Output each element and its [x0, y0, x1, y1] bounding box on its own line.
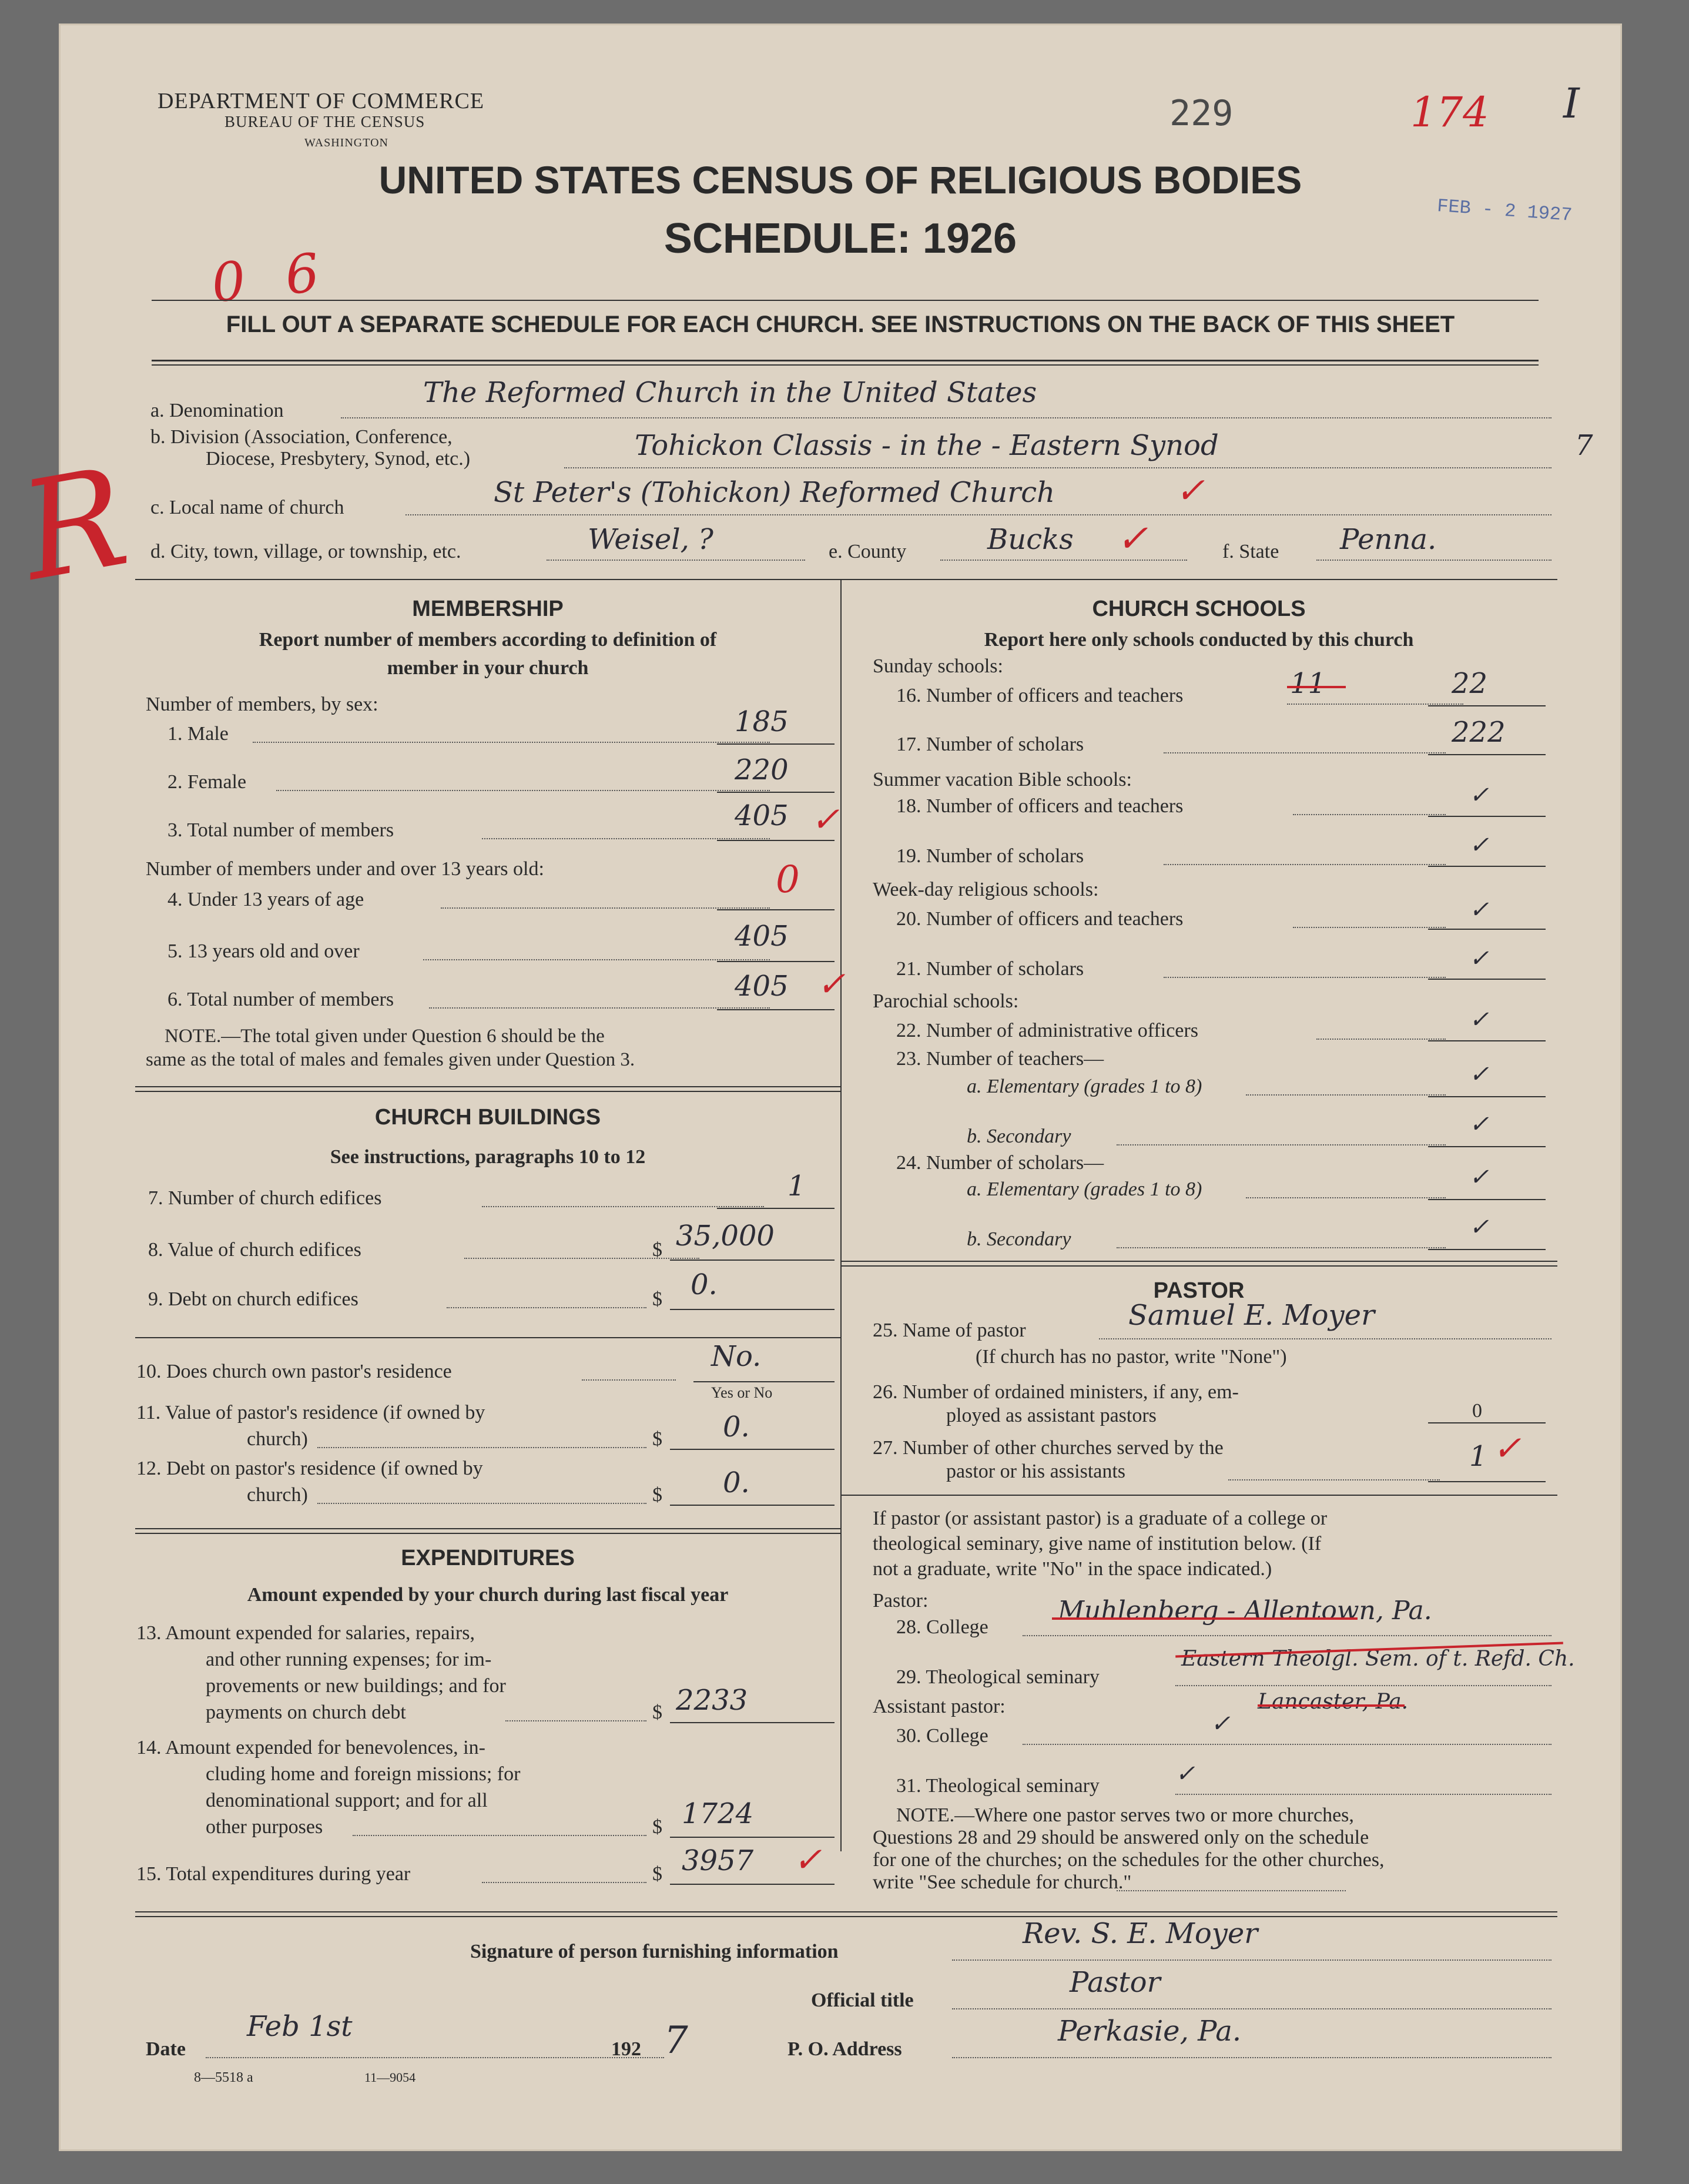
check-mark-icon: ✓	[1469, 896, 1489, 923]
pastor-note-2: Questions 28 and 29 should be answered only on the schedule	[873, 1827, 1369, 1848]
q2-value: 220	[735, 753, 789, 786]
form-title: UNITED STATES CENSUS OF RELIGIOUS BODIES	[378, 158, 1302, 202]
q16-struck-value: 11	[1290, 667, 1326, 700]
q15-label: 15. Total expenditures during year	[136, 1863, 411, 1885]
pastor-note-3: for one of the churches; on the schedules for the other churches,	[873, 1849, 1385, 1871]
q26-value: 0	[1472, 1400, 1482, 1422]
local-name-label: c. Local name of church	[150, 497, 344, 518]
q5-label: 5. 13 years old and over	[167, 940, 360, 962]
graduate-note-2: theological seminary, give name of institution below. (If	[873, 1533, 1322, 1555]
po-address-label: P. O. Address	[787, 2038, 902, 2060]
membership-note-2: same as the total of males and females given under Question 3.	[146, 1049, 635, 1070]
q9-label: 9. Debt on church edifices	[148, 1288, 358, 1310]
q23-label: 23. Number of teachers—	[896, 1048, 1104, 1070]
signature-value: Rev. S. E. Moyer	[1023, 1917, 1258, 1950]
q10-value: No.	[711, 1340, 762, 1373]
q31-label: 31. Theological seminary	[896, 1775, 1100, 1797]
q26-label-1: 26. Number of ordained ministers, if any, em-	[873, 1381, 1239, 1403]
check-mark-icon: ✓	[1469, 832, 1489, 859]
check-mark-icon: ✓	[811, 799, 840, 839]
q7-value: 1	[787, 1170, 806, 1202]
state-value: Penna.	[1340, 523, 1437, 556]
q16-value: 22	[1452, 667, 1488, 700]
membership-sub-1: Report number of members according to definition of	[259, 629, 717, 651]
q13-label-3: provements or new buildings; and for	[206, 1675, 506, 1697]
form-subtitle: SCHEDULE: 1926	[663, 215, 1017, 262]
q12-value: 0.	[723, 1466, 750, 1499]
expenditures-heading: EXPENDITURES	[401, 1546, 575, 1570]
check-mark-icon: ✓	[1469, 1006, 1489, 1033]
q9-value: 0.	[691, 1268, 718, 1301]
check-mark-icon: ✓	[1175, 470, 1205, 511]
q13-dollar: $	[652, 1701, 662, 1723]
check-mark-icon: ✓	[817, 964, 846, 1004]
pastor-sublabel: Pastor:	[873, 1590, 929, 1612]
q14-label-1: 14. Amount expended for benevolences, in-	[136, 1737, 485, 1758]
bureau-heading: BUREAU OF THE CENSUS	[224, 113, 425, 130]
q24-label: 24. Number of scholars—	[896, 1152, 1104, 1174]
membership-heading: MEMBERSHIP	[412, 597, 564, 621]
year-digit: 7	[664, 2019, 688, 2062]
q14-label-4: other purposes	[206, 1816, 323, 1838]
graduate-note-3: not a graduate, write "No" in the space indicated.)	[873, 1558, 1272, 1580]
check-mark-icon: ✓	[1469, 1061, 1489, 1088]
q26-label-2: ployed as assistant pastors	[946, 1405, 1157, 1426]
q15-dollar: $	[652, 1863, 662, 1885]
schools-heading: CHURCH SCHOOLS	[1092, 597, 1306, 621]
parochial-schools-label: Parochial schools:	[873, 990, 1019, 1012]
buildings-sub: See instructions, paragraphs 10 to 12	[330, 1146, 646, 1168]
check-mark-icon: ✓	[793, 1840, 822, 1880]
q14-value: 1724	[682, 1797, 754, 1830]
q12-label-2: church)	[247, 1484, 308, 1506]
q6-label: 6. Total number of members	[167, 989, 394, 1010]
pastor-note-1: NOTE.—Where one pastor serves two or more churches,	[896, 1804, 1354, 1826]
q14-dollar: $	[652, 1816, 662, 1838]
membership-note-1: NOTE.—The total given under Question 6 should be the	[165, 1026, 605, 1047]
check-mark-icon: ✓	[1211, 1710, 1231, 1737]
q25-note: (If church has no pastor, write "None")	[976, 1346, 1287, 1368]
q10-label: 10. Does church own pastor's residence	[136, 1361, 452, 1382]
q27-label-2: pastor or his assistants	[946, 1461, 1126, 1482]
q14-label-2: cluding home and foreign missions; for	[206, 1763, 521, 1785]
q12-label-1: 12. Debt on pastor's residence (if owned by	[136, 1458, 483, 1479]
q29-label: 29. Theological seminary	[896, 1666, 1100, 1688]
check-mark-icon: ✓	[1469, 1214, 1489, 1241]
instructions-line: FILL OUT A SEPARATE SCHEDULE FOR EACH CHURCH. SEE INSTRUCTIONS ON THE BACK OF THIS SHEET	[226, 311, 1455, 337]
form-number: 8—5518 a	[194, 2070, 253, 2085]
division-label-2: Diocese, Presbytery, Synod, etc.)	[206, 448, 471, 470]
q27-value: 1	[1469, 1440, 1487, 1473]
buildings-heading: CHURCH BUILDINGS	[374, 1105, 601, 1130]
graduate-note-1: If pastor (or assistant pastor) is a graduate of a college or	[873, 1508, 1328, 1529]
q24b-label: b. Secondary	[967, 1228, 1071, 1250]
by-age-label: Number of members under and over 13 years old:	[146, 858, 544, 880]
q16-label: 16. Number of officers and teachers	[896, 685, 1184, 706]
by-sex-label: Number of members, by sex:	[146, 694, 378, 715]
q28-value: Muhlenberg - Allentown, Pa.	[1058, 1596, 1432, 1626]
check-mark-icon: ✓	[1493, 1428, 1522, 1468]
q6-value: 405	[735, 970, 789, 1003]
q1-label: 1. Male	[167, 723, 229, 745]
expenditures-sub: Amount expended by your church during last fiscal year	[247, 1584, 729, 1606]
check-mark-icon: ✓	[1469, 1164, 1489, 1191]
yes-no-hint: Yes or No	[711, 1384, 773, 1401]
official-title-label: Official title	[811, 1989, 914, 2011]
q11-label-1: 11. Value of pastor's residence (if owned by	[136, 1402, 485, 1423]
denomination-value: The Reformed Church in the United States	[423, 376, 1037, 409]
q23b-label: b. Secondary	[967, 1126, 1071, 1147]
q22-label: 22. Number of administrative officers	[896, 1020, 1198, 1041]
margin-red-mark: R	[11, 438, 139, 612]
weekday-schools-label: Week-day religious schools:	[873, 879, 1099, 900]
q8-label: 8. Value of church edifices	[148, 1239, 361, 1261]
state-label: f. State	[1222, 541, 1279, 562]
dept-heading: DEPARTMENT OF COMMERCE	[157, 89, 485, 113]
q27-label-1: 27. Number of other churches served by the	[873, 1437, 1224, 1459]
division-label-1: b. Division (Association, Conference,	[150, 426, 453, 448]
q24a-label: a. Elementary (grades 1 to 8)	[967, 1178, 1202, 1200]
q13-value: 2233	[676, 1684, 748, 1717]
corner-roman-mark: I	[1563, 79, 1580, 128]
q3-value: 405	[735, 799, 789, 832]
denomination-label: a. Denomination	[150, 400, 284, 421]
q8-value: 35,000	[676, 1220, 775, 1252]
city-label: d. City, town, village, or township, etc.	[150, 541, 461, 562]
date-label: Date	[146, 2038, 186, 2060]
census-schedule-sheet	[11, 24, 1622, 2151]
q23a-label: a. Elementary (grades 1 to 8)	[967, 1076, 1202, 1097]
membership-sub-2: member in your church	[387, 657, 589, 679]
q17-label: 17. Number of scholars	[896, 733, 1084, 755]
q11-value: 0.	[723, 1411, 750, 1443]
q29-value: Eastern Theolgl. Sem. of t. Refd. Ch.	[1181, 1647, 1575, 1671]
q29-value-2: Lancaster, Pa.	[1258, 1690, 1409, 1714]
county-label: e. County	[829, 541, 907, 562]
q25-value: Samuel E. Moyer	[1128, 1299, 1375, 1332]
print-number: 11—9054	[364, 2070, 416, 2085]
q18-label: 18. Number of officers and teachers	[896, 795, 1184, 817]
q8-dollar: $	[652, 1239, 662, 1261]
check-mark-icon: ✓	[1117, 517, 1148, 561]
schools-sub: Report here only schools conducted by this church	[984, 629, 1414, 651]
check-mark-icon: ✓	[1469, 782, 1489, 809]
q1-value: 185	[735, 705, 789, 738]
local-name-value: St Peter's (Tohickon) Reformed Church	[494, 476, 1055, 509]
check-mark-icon: ✓	[1469, 1111, 1489, 1138]
q30-label: 30. College	[896, 1725, 988, 1747]
q9-dollar: $	[652, 1288, 662, 1310]
assistant-pastor-sublabel: Assistant pastor:	[873, 1696, 1006, 1717]
county-value: Bucks	[987, 523, 1074, 556]
q28-label: 28. College	[896, 1616, 988, 1638]
q4-label: 4. Under 13 years of age	[167, 889, 364, 910]
q5-value: 405	[735, 920, 789, 953]
q17-value: 222	[1452, 716, 1506, 749]
q19-label: 19. Number of scholars	[896, 845, 1084, 867]
corner-red-number: 174	[1410, 88, 1489, 136]
q2-label: 2. Female	[167, 771, 247, 793]
q13-label-4: payments on church debt	[206, 1701, 406, 1723]
pastor-note-4: write "See schedule for church."	[873, 1871, 1132, 1893]
city-value: Weisel, ?	[588, 523, 713, 556]
division-margin-mark: 7	[1575, 429, 1593, 462]
city-heading: WASHINGTON	[304, 136, 388, 149]
signature-label: Signature of person furnishing information	[470, 1941, 839, 1962]
q12-dollar: $	[652, 1484, 662, 1506]
official-title-value: Pastor	[1070, 1966, 1161, 1999]
sunday-schools-label: Sunday schools:	[873, 655, 1003, 677]
division-value: Tohickon Classis - in the - Eastern Synod	[635, 429, 1219, 462]
q11-label-2: church)	[247, 1428, 308, 1450]
schedule-number: 229	[1169, 93, 1234, 134]
q14-label-3: denominational support; and for all	[206, 1790, 488, 1811]
q15-value: 3957	[682, 1844, 754, 1877]
q7-label: 7. Number of church edifices	[148, 1187, 382, 1209]
q11-dollar: $	[652, 1428, 662, 1450]
q4-value: 0	[776, 858, 800, 902]
pastor-heading: PASTOR	[1153, 1278, 1245, 1303]
received-date-stamp: FEB - 2 1927	[1436, 195, 1573, 226]
check-mark-icon: ✓	[1469, 945, 1489, 972]
q21-label: 21. Number of scholars	[896, 958, 1084, 980]
red-code-number: 0 6	[209, 240, 334, 315]
check-mark-icon: ✓	[1175, 1760, 1195, 1787]
q13-label-1: 13. Amount expended for salaries, repairs,	[136, 1622, 475, 1644]
q13-label-2: and other running expenses; for im-	[206, 1649, 492, 1670]
q20-label: 20. Number of officers and teachers	[896, 908, 1184, 930]
summer-schools-label: Summer vacation Bible schools:	[873, 769, 1132, 790]
q25-label: 25. Name of pastor	[873, 1319, 1026, 1341]
year-prefix: 192	[611, 2038, 641, 2060]
po-address-value: Perkasie, Pa.	[1058, 2015, 1242, 2048]
date-value: Feb 1st	[247, 2010, 353, 2043]
q3-label: 3. Total number of members	[167, 819, 394, 841]
